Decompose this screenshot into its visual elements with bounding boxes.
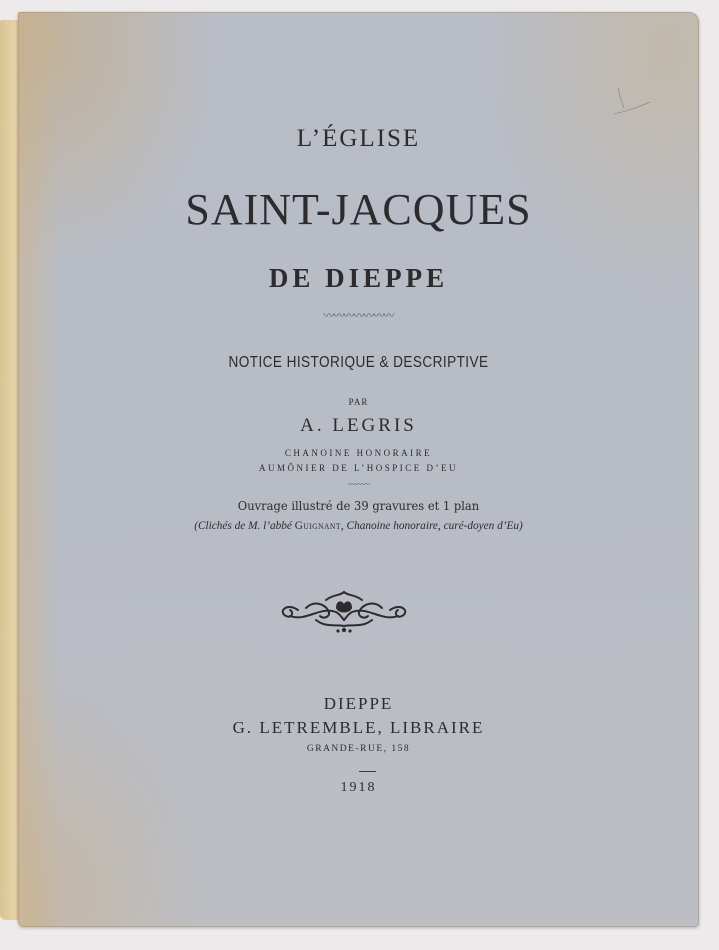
author-ornament: 〰〰〰 (348, 480, 369, 489)
by-label: PAR (348, 397, 369, 407)
imprint-city: DIEPPE (323, 694, 394, 713)
photo-credit (38, 518, 678, 533)
title-line-1: L’ÉGLISE (296, 125, 421, 152)
imprint-rule (359, 771, 376, 772)
title-line-3: DE DIEPPE (268, 263, 449, 293)
imprint-publisher: G. LETREMBLE, LIBRAIRE (232, 718, 485, 737)
title-main: SAINT-JACQUES (185, 185, 532, 234)
imprint-year: 1918 (340, 780, 377, 795)
author-name: A. LEGRIS (300, 415, 417, 436)
imprint-address: GRANDE-RUE, 158 (306, 744, 411, 754)
illustrations-note: Ouvrage illustré de 39 gravures et 1 plan (237, 498, 480, 513)
book-cover (18, 12, 699, 927)
author-role-1: CHANOINE HONORAIRE (284, 448, 433, 458)
author-role-2: AUMÔNIER DE L’HOSPICE D’EU (259, 463, 458, 473)
photo-credit-suffix: , Chanoine honoraire, curé-doyen d’Eu) (340, 518, 523, 532)
title-ornament: 〰〰〰〰〰〰〰 (323, 310, 394, 322)
subtitle: NOTICE HISTORIQUE & DESCRIPTIVE (228, 354, 489, 371)
pencil-mark (608, 82, 658, 122)
photo-credit-name: Guignant (294, 518, 341, 532)
floral-ornament-icon (276, 586, 412, 638)
photo-credit-prefix: (Clichés de M. l’abbé (194, 518, 295, 532)
